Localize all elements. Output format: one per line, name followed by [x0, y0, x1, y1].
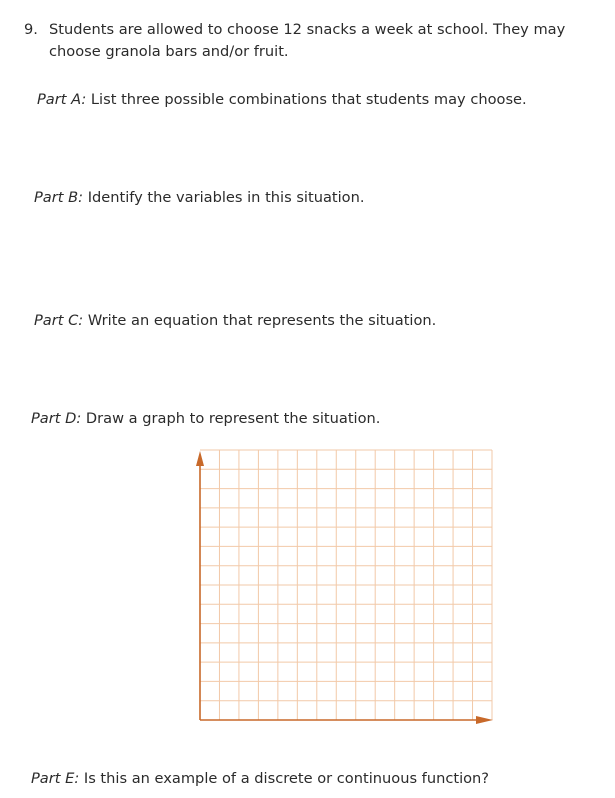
part-d-text: Draw a graph to represent the situation. — [85, 410, 381, 427]
part-b-label: Part B: — [34, 189, 84, 206]
grid-lines — [200, 450, 492, 720]
part-e-text: Is this an example of a discrete or continuous function? — [83, 770, 490, 787]
part-d — [31, 409, 380, 429]
question-number: 9. — [24, 21, 38, 38]
part-c — [34, 311, 436, 331]
part-e — [31, 769, 489, 789]
question-9 — [24, 19, 609, 63]
part-c-text: Write an equation that represents the situation. — [87, 312, 437, 329]
part-e-label: Part E: — [31, 770, 80, 787]
blank-graph-grid — [188, 442, 498, 730]
part-a — [37, 90, 527, 110]
part-a-text: List three possible combinations that students may choose. — [90, 91, 527, 108]
x-axis-arrow-icon — [476, 716, 493, 724]
y-axis-arrow-icon — [196, 451, 204, 466]
part-a-label: Part A: — [37, 91, 87, 108]
part-b-text: Identify the variables in this situation. — [87, 189, 365, 206]
part-c-label: Part C: — [34, 312, 84, 329]
part-d-label: Part D: — [31, 410, 82, 427]
question-text: Students are allowed to choose 12 snacks a week at school. They may choose granola bars and/or fruit. — [49, 21, 566, 60]
graph-canvas — [188, 442, 498, 730]
part-b — [34, 188, 365, 208]
